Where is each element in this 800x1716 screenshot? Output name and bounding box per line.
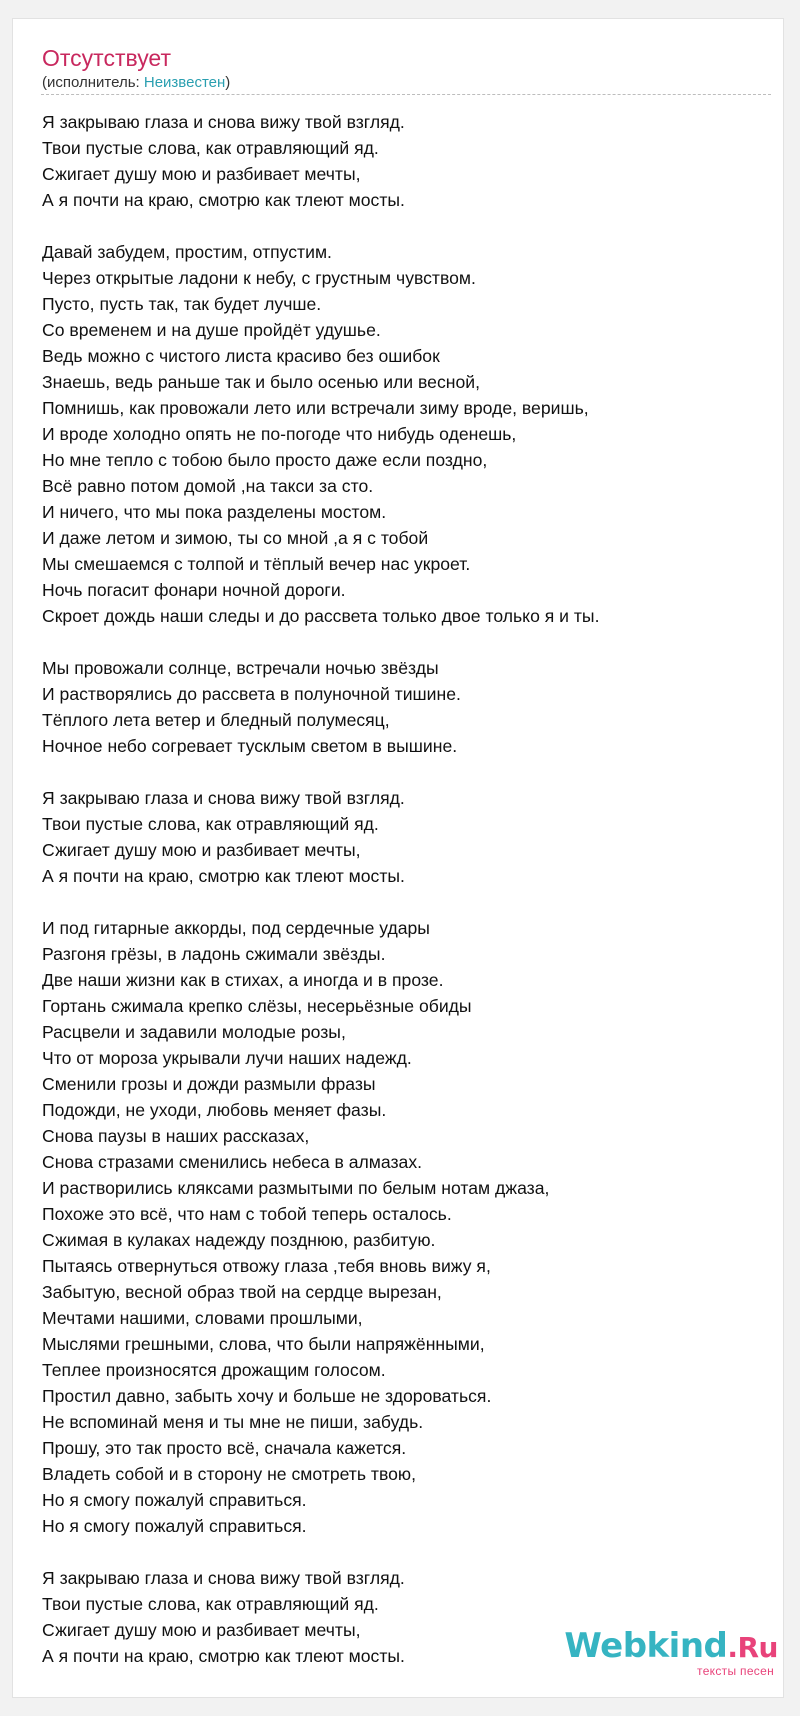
lyric-line: И вроде холодно опять не по-погоде что нибудь оденешь, — [42, 424, 517, 444]
lyrics-text — [42, 109, 772, 1695]
lyric-line: Забытую, весной образ твой на сердце вырезан, — [42, 1282, 442, 1302]
lyric-line: И под гитарные аккорды, под сердечные удары — [42, 918, 430, 938]
lyric-line: И даже летом и зимою, ты со мной ,а я с тобой — [42, 528, 429, 548]
artist-prefix: (исполнитель: — [42, 74, 144, 91]
lyric-line: Теплее произносятся дрожащим голосом. — [42, 1360, 386, 1380]
lyric-line: Тёплого лета ветер и бледный полумесяц, — [42, 710, 390, 730]
lyric-line: Но мне тепло с тобою было просто даже если поздно, — [42, 450, 488, 470]
lyric-line: Я закрываю глаза и снова вижу твой взгляд. — [42, 788, 405, 808]
lyric-line: Не вспоминай меня и ты мне не пиши, забудь. — [42, 1412, 424, 1432]
lyric-line: Но я смогу пожалуй справиться. — [42, 1490, 307, 1510]
dashed-divider — [41, 94, 771, 95]
lyric-line: И ничего, что мы пока разделены мостом. — [42, 502, 387, 522]
lyric-line: Пусто, пусть так, так будет лучше. — [42, 294, 322, 314]
lyrics-stanza — [42, 109, 772, 213]
lyric-line: Ночь погасит фонари ночной дороги. — [42, 580, 346, 600]
lyric-line: Через открытые ладони к небу, с грустным чувством. — [42, 268, 476, 288]
lyric-line: Сжигает душу мою и разбивает мечты, — [42, 164, 361, 184]
artist-suffix: ) — [225, 74, 231, 91]
lyrics-stanza — [42, 785, 772, 889]
lyric-line: Разгоня грёзы, в ладонь сжимали звёзды. — [42, 944, 386, 964]
lyric-line: А я почти на краю, смотрю как тлеют мосты. — [42, 1646, 405, 1666]
lyric-line: И растворились кляксами размытыми по белым нотам джаза, — [42, 1178, 550, 1198]
lyric-line: Пытаясь отвернуться отвожу глаза ,тебя вновь вижу я, — [42, 1256, 491, 1276]
lyric-line: Снова стразами сменились небеса в алмазах. — [42, 1152, 423, 1172]
lyric-line: И растворялись до рассвета в полуночной тишине. — [42, 684, 461, 704]
lyrics-stanza — [42, 655, 772, 759]
lyric-line: Ночное небо согревает тусклым светом в вышине. — [42, 736, 458, 756]
lyric-line: Подожди, не уходи, любовь меняет фазы. — [42, 1100, 387, 1120]
logo-main-text: Webkind — [564, 1626, 728, 1666]
lyric-line: Сжигает душу мою и разбивает мечты, — [42, 1620, 361, 1640]
lyric-line: Сменили грозы и дожди размыли фразы — [42, 1074, 376, 1094]
lyric-line: Сжимая в кулаках надежду позднюю, разбитую. — [42, 1230, 436, 1250]
artist-link[interactable]: Неизвестен — [143, 74, 226, 91]
lyrics-page — [12, 18, 784, 1698]
lyric-line: Я закрываю глаза и снова вижу твой взгляд. — [42, 112, 405, 132]
lyric-line: Две наши жизни как в стихах, а иногда и в прозе. — [42, 970, 444, 990]
lyric-line: Гортань сжимала крепко слёзы, несерьёзные обиды — [42, 996, 472, 1016]
lyrics-stanza — [42, 915, 772, 1539]
lyric-line: Я закрываю глаза и снова вижу твой взгляд. — [42, 1568, 405, 1588]
lyric-line: Знаешь, ведь раньше так и было осенью или весной, — [42, 372, 480, 392]
lyric-line: А я почти на краю, смотрю как тлеют мосты. — [42, 190, 405, 210]
lyric-line: Твои пустые слова, как отравляющий яд. — [42, 1594, 379, 1614]
lyric-line: Помнишь, как провожали лето или встречали зиму вроде, веришь, — [42, 398, 589, 418]
artist-line — [42, 73, 230, 93]
logo-wordmark — [564, 1628, 778, 1666]
logo-tagline: тексты песен — [697, 1664, 774, 1678]
lyric-line: Давай забудем, простим, отпустим. — [42, 242, 332, 262]
logo-suffix-text: .Ru — [727, 1631, 778, 1664]
lyric-line: Скроет дождь наши следы и до рассвета только двое только я и ты. — [42, 606, 600, 626]
lyric-line: Похоже это всё, что нам с тобой теперь осталось. — [42, 1204, 452, 1224]
lyric-line: Мы смешаемся с толпой и тёплый вечер нас укроет. — [42, 554, 471, 574]
lyric-line: Что от мороза укрывали лучи наших надежд. — [42, 1048, 412, 1068]
lyric-line: Всё равно потом домой ,на такси за сто. — [42, 476, 374, 496]
site-logo[interactable] — [564, 1628, 778, 1678]
lyric-line: Но я смогу пожалуй справиться. — [42, 1516, 307, 1536]
lyric-line: Мечтами нашими, словами прошлыми, — [42, 1308, 363, 1328]
lyric-line: Твои пустые слова, как отравляющий яд. — [42, 138, 379, 158]
lyric-line: Владеть собой и в сторону не смотреть твою, — [42, 1464, 416, 1484]
lyric-line: Со временем и на душе пройдёт удушье. — [42, 320, 381, 340]
lyrics-stanza — [42, 239, 772, 629]
lyric-line: Простил давно, забыть хочу и больше не здороваться. — [42, 1386, 492, 1406]
lyric-line: Сжигает душу мою и разбивает мечты, — [42, 840, 361, 860]
song-title: Отсутствует — [42, 45, 171, 71]
lyric-line: Прошу, это так просто всё, сначала кажется. — [42, 1438, 407, 1458]
lyric-line: Мыслями грешными, слова, что были напряжёнными, — [42, 1334, 485, 1354]
lyric-line: Твои пустые слова, как отравляющий яд. — [42, 814, 379, 834]
lyric-line: Расцвели и задавили молодые розы, — [42, 1022, 346, 1042]
lyric-line: Снова паузы в наших рассказах, — [42, 1126, 310, 1146]
lyric-line: А я почти на краю, смотрю как тлеют мосты. — [42, 866, 405, 886]
lyric-line: Ведь можно с чистого листа красиво без ошибок — [42, 346, 440, 366]
lyric-line: Мы провожали солнце, встречали ночью звёзды — [42, 658, 439, 678]
